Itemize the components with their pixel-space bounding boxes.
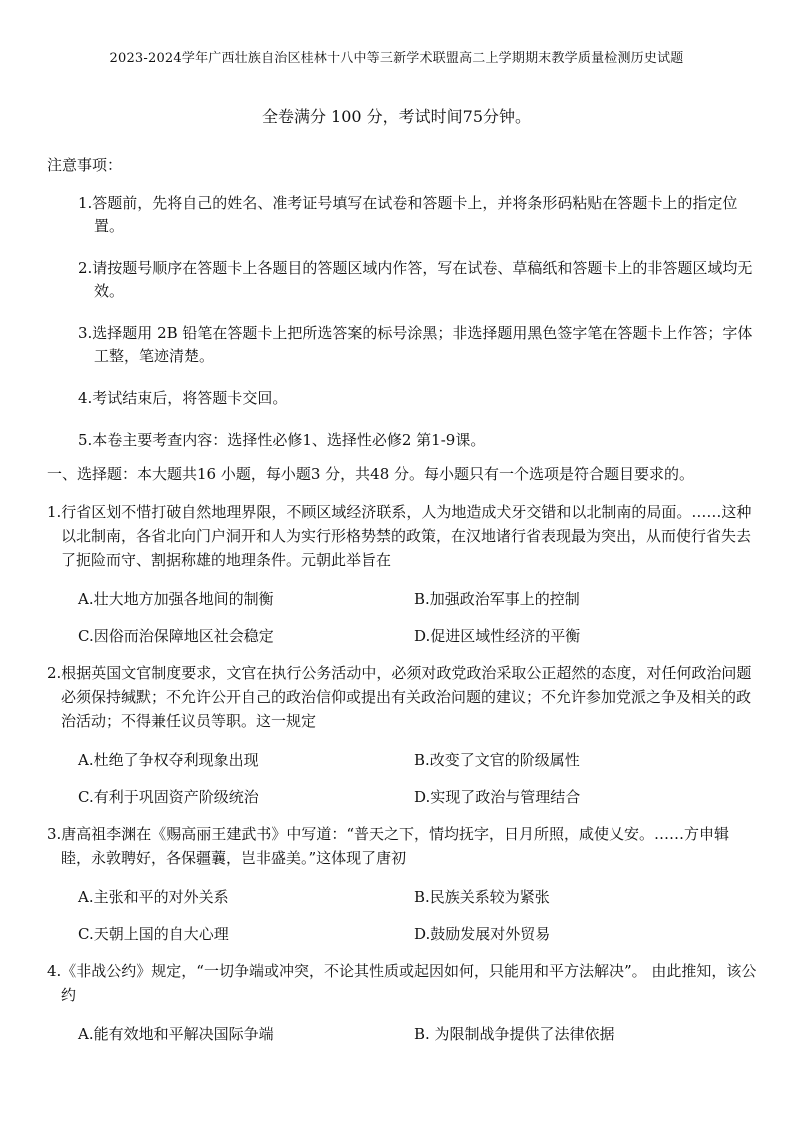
option-b: B. 为限制战争提供了法律依据 xyxy=(414,1025,615,1043)
notice-item: 3.选择题用 2B 铅笔在答题卡上把所选答案的标号涂黑；非选择题用黑色签字笔在答题卡上作答；字体工整，笔迹清楚。 xyxy=(78,324,753,365)
notice-list xyxy=(78,192,758,471)
option-c: C.因俗而治保障地区社会稳定 xyxy=(78,627,274,645)
question-stem: 2.根据英国文官制度要求，文官在执行公务活动中，必须对政党政治采取公正超然的态度，对任何政治问题必须保持缄默；不允许公开自己的政治信仰或提出有关政治问题的建议；不允许参加党派之争及相关的政治活动；不得兼任议员等职。这一规定 xyxy=(47,664,752,730)
question-stem: 1.行省区划不惜打破自然地理界限，不顾区域经济联系，人为地造成犬牙交错和以北制南的局面。……这种以北制南，各省北向门户洞开和人为实行形格势禁的政策，在汉地诸行省表现最为突出，从而使行省失去了扼险而守、割据称雄的地理条件。元朝此举旨在 xyxy=(47,503,752,569)
notice-item: 1.答题前，先将自己的姓名、准考证号填写在试卷和答题卡上，并将条形码粘贴在答题卡上的指定位置。 xyxy=(78,194,738,235)
option-c: C.天朝上国的自大心理 xyxy=(78,925,229,943)
option-c: C.有利于巩固资产阶级统治 xyxy=(78,788,259,806)
option-grid xyxy=(78,886,757,945)
question-2 xyxy=(47,661,757,808)
section-heading: 一、选择题：本大题共16 小题，每小题3 分，共48 分。每小题只有一个选项是符合题目要求的。 xyxy=(47,465,695,483)
question-3 xyxy=(47,822,757,945)
option-a: A.杜绝了争权夺利现象出现 xyxy=(78,751,259,769)
exam-subtitle: 全卷满分 100 分，考试时间75分钟。 xyxy=(261,107,532,126)
notice-item: 4.考试结束后，将答题卡交回。 xyxy=(78,389,288,407)
option-d: D.鼓励发展对外贸易 xyxy=(414,925,551,943)
option-grid xyxy=(78,749,757,808)
question-1 xyxy=(47,500,757,647)
option-d: D.实现了政治与管理结合 xyxy=(414,788,581,806)
question-list xyxy=(47,500,757,1059)
question-4 xyxy=(47,959,757,1045)
exam-title: 2023-2024学年广西壮族自治区桂林十八中等三新学术联盟高二上学期期末教学质量检测历史试题 xyxy=(109,51,684,66)
question-stem: 4.《非战公约》规定，“一切争端或冲突，不论其性质或起因如何，只能用和平方法解决”。 由此推知，该公约 xyxy=(47,962,757,1004)
option-a: A.主张和平的对外关系 xyxy=(78,888,229,906)
option-a: A.能有效地和平解决国际争端 xyxy=(78,1025,274,1043)
question-stem: 3.唐高祖李渊在《赐高丽王建武书》中写道：“普天之下，情均抚字，日月所照，咸使乂安。……方申辑睦，永敦聘好，各保疆蘘，岂非盛美。”这体现了唐初 xyxy=(47,825,729,867)
notice-item: 5.本卷主要考查内容：选择性必修1、选择性必修2 第1-9课。 xyxy=(78,431,486,449)
notice-item: 2.请按题号顺序在答题卡上各题目的答题区域内作答，写在试卷、草稿纸和答题卡上的非答题区域均无效。 xyxy=(78,259,753,300)
notice-heading: 注意事项： xyxy=(47,156,123,174)
option-a: A.壮大地方加强各地间的制衡 xyxy=(78,590,274,608)
option-d: D.促进区域性经济的平衡 xyxy=(414,627,581,645)
option-b: B.改变了文官的阶级属性 xyxy=(414,751,580,769)
option-b: B.民族关系较为紧张 xyxy=(414,888,550,906)
option-b: B.加强政治军事上的控制 xyxy=(414,590,580,608)
option-grid xyxy=(78,1023,757,1045)
option-grid xyxy=(78,588,757,647)
